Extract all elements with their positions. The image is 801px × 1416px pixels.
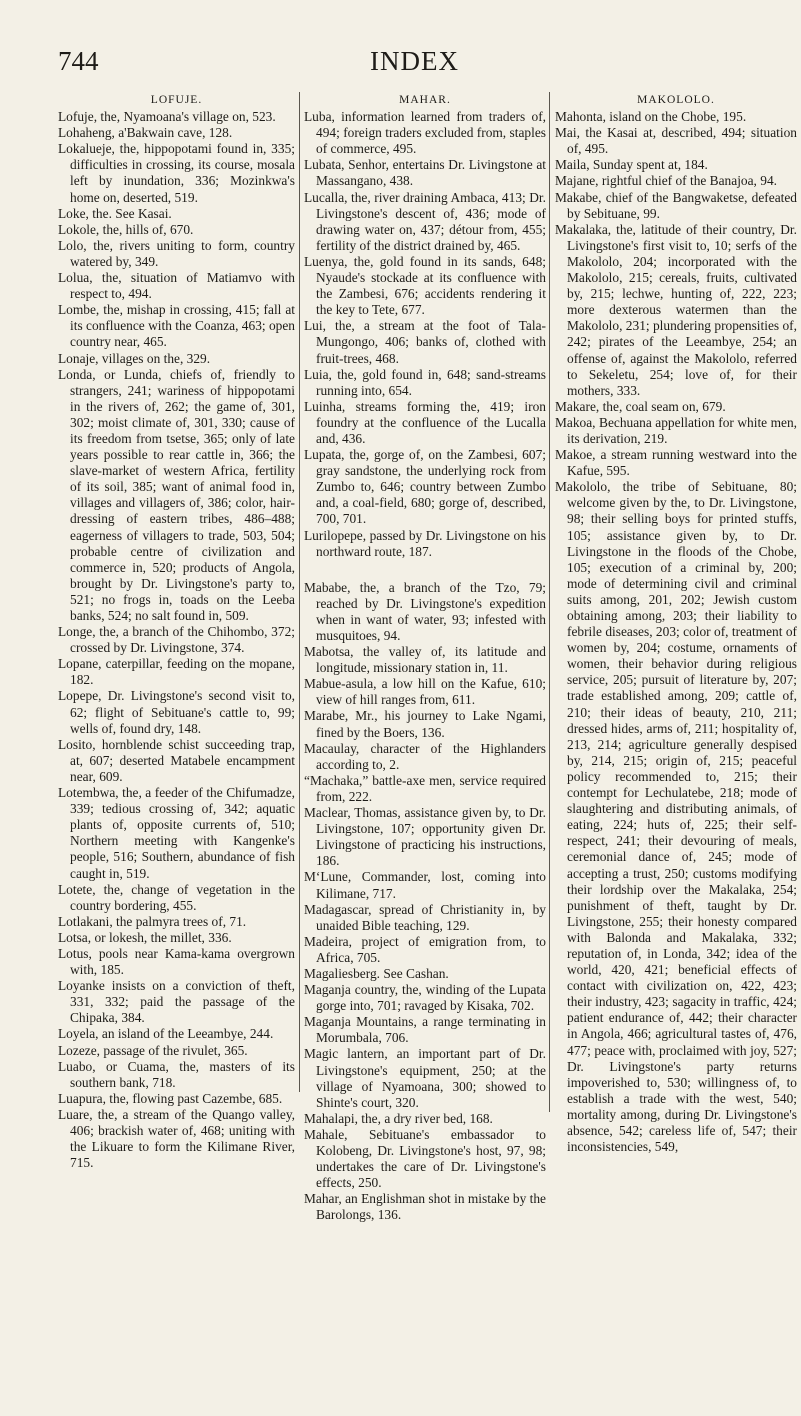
- index-entry: “Machaka,” battle-axe men, service required from, 222.: [304, 772, 546, 804]
- column-heading: MAHAR.: [399, 94, 451, 106]
- index-entry: Lubata, Senhor, entertains Dr. Livingstone at Massangano, 438.: [304, 157, 546, 189]
- index-entry: Losito, hornblende schist succeeding trap, at, 607; deserted Matabele encampment near, 609.: [58, 736, 295, 784]
- index-entry: Makoe, a stream running westward into the Kafue, 595.: [555, 447, 797, 479]
- index-entry: Loyanke insists on a conviction of theft, 331, 332; paid the passage of the Chipaka, 384.: [58, 978, 295, 1026]
- index-entry: Luabo, or Cuama, the, masters of its southern bank, 718.: [58, 1058, 295, 1090]
- column-heading: LOFUJE.: [150, 94, 203, 106]
- index-entry: Lotete, the, change of vegetation in the country bordering, 455.: [58, 881, 295, 913]
- index-entry: Lui, the, a stream at the foot of Tala-Mungongo, 406; banks of, clothed with fruit-trees, 468.: [304, 318, 546, 366]
- index-entry: Mababe, the, a branch of the Tzo, 79; reached by Dr. Livingstone's expedition when in want of water, 93; infested with musquitoes, 94.: [304, 579, 546, 643]
- index-entry: Lofuje, the, Nyamoana's village on, 523.: [58, 109, 276, 125]
- index-entry: M‘Lune, Commander, lost, coming into Kilimane, 717.: [304, 869, 546, 901]
- index-entry: Madeira, project of emigration from, to Africa, 705.: [304, 933, 546, 965]
- index-entry: Luapura, the, flowing past Cazembe, 685.: [58, 1090, 283, 1106]
- index-entry: Loyela, an island of the Leeambye, 244.: [58, 1026, 274, 1042]
- index-entry: Luia, the, gold found in, 648; sand-streams running into, 654.: [304, 366, 546, 398]
- index-entry: Makare, the, coal seam on, 679.: [555, 398, 726, 414]
- index-entry: Lotus, pools near Kama-kama overgrown with, 185.: [58, 945, 295, 978]
- index-column-3: [555, 92, 797, 1155]
- index-entry: Magaliesberg. See Cashan.: [304, 965, 449, 981]
- index-entry: Lohaheng, a'Bakwain cave, 128.: [58, 125, 233, 141]
- column-heading: MAKOLOLO.: [637, 94, 715, 106]
- column-rule: [299, 92, 300, 1092]
- index-entry: Makalaka, the, latitude of their country, Dr. Livingstone's first visit to, 10; serfs of the Makololo, 204; incorporated with the Makololo, 215; cereals, fruits, cultivated by, 215; lechwe, hunting of, 222, 223; more dexterous watermen than the Makololo, 231; plundering propensities of, 242; pirates of the Leeambye, 254; an offense of, against the Makololo, referred to Sekeletu, 254; love of, for their mothers, 333.: [555, 221, 797, 398]
- index-entry: Makabe, chief of the Bangwaketse, defeated by Sebituane, 99.: [555, 189, 797, 221]
- index-entry: Maclear, Thomas, assistance given by, to Dr. Livingstone, 107; opportunity given Dr. Livingstone of practicing his instructions, 186.: [304, 805, 546, 869]
- index-entry: Luba, information learned from traders of, 494; foreign traders excluded from, staples of commerce, 495.: [304, 109, 546, 157]
- index-entry: Luinha, streams forming the, 419; iron foundry at the confluence of the Lucalla and, 436.: [304, 398, 546, 446]
- index-entry: Mahalapi, the, a dry river bed, 168.: [304, 1110, 493, 1126]
- index-entry: Lupata, the, gorge of, on the Zambesi, 607; gray sandstone, the underlying rock from Zumbo to, 646; country between Zumbo and, a coal-field, 680; gorge of, described, 700, 701.: [304, 447, 546, 527]
- page-number: 744: [58, 46, 99, 76]
- index-entry: Loke, the. See Kasai.: [58, 205, 172, 221]
- index-entry: Marabe, Mr., his journey to Lake Ngami, fined by the Boers, 136.: [304, 708, 546, 740]
- index-entry: Lopane, caterpillar, feeding on the mopane, 182.: [58, 656, 295, 688]
- index-entry: Londa, or Lunda, chiefs of, friendly to strangers, 241; wariness of hippopotami in the rivers of, 262; the game of, 301, 302; moist climate of, 301, 330; cause of its freedom from tsetse, 365; only of late years possible to rear cattle in, 366; the slave-market of western Africa, fertility of its soil, 385; want of animal food in, villages and villagers of, 386; color, hair-dressing of eastern tribes, 486–488; eagerness of villagers to trade, 503, 504; probable centre of civilization and commerce in, 520; products of Angola, brought by Dr. Livingstone's party to, 521; no frogs in, toads on the Leeba banks, 524; no salt found in, 509.: [58, 366, 295, 623]
- index-entry: Lotlakani, the palmyra trees of, 71.: [58, 913, 247, 929]
- index-entry: Mahar, an Englishman shot in mistake by the Barolongs, 136.: [304, 1191, 546, 1223]
- index-entry: Lurilopepe, passed by Dr. Livingstone on his northward route, 187.: [304, 527, 546, 559]
- index-entry: Magic lantern, an important part of Dr. Livingstone's equipment, 250; at the village of Nyamoana, 300; showed to Shinte's court, 320.: [304, 1046, 546, 1110]
- running-head: INDEX: [370, 46, 459, 76]
- index-entry: Lucalla, the, river draining Ambaca, 413; Dr. Livingstone's descent of, 436; mode of drawing water on, 437; détour from, 455; fertility of the district drained by, 465.: [304, 189, 546, 253]
- index-entry: Maganja Mountains, a range terminating in Morumbala, 706.: [304, 1014, 546, 1046]
- index-entry: Luenya, the, gold found in its sands, 648; Nyaude's stockade at its confluence with the Zambesi, 676; accidents rendering it the key to Tete, 677.: [304, 253, 546, 318]
- index-entry: Lonaje, villages on the, 329.: [58, 350, 211, 366]
- index-entry: Lokalueje, the, hippopotami found in, 335; difficulties in crossing, its course, mosala left by inundation, 336; Mozinkwa's home on, deserted, 519.: [58, 141, 295, 205]
- index-entry: Mahonta, island on the Chobe, 195.: [555, 109, 747, 125]
- index-entry: Makololo, the tribe of Sebituane, 80; welcome given by the, to Dr. Livingstone, 98; their selling boys for printed stuffs, 105; assistance given by, to Dr. Livingstone in the floods of the Chobe, 105; execution of a criminal by, 200; mode of determining civil and criminal suits among, 201, 202; Jewish custom obtaining among, 203; their liability to febrile diseases, 203; color of, treatment of women by, 204; costume, ornaments of women, their behavior during religious service, 205; pursuit of literature by, 207; trade established among, 209; cattle of, 210; their ideas of beauty, 210, 211; dressed hides, arms of, 211; hospitality of, 213, 214; agriculture generally despised by, 214, 215; origin of, 215; peaceful policy recommended to, 215; their contempt for Lechulatebe, 218; mode of slaughtering and distributing animals, of eating, 224; huts of, 225; their self-respect, 241; their devouring of meals, ceremonial dance of, 245; mode of accepting a trust, 250; customs modifying their lordship over the Makalaka, 254; punishment of theft, taught by Dr. Livingstone, 255; their honesty compared with Balonda and Makalaka, 332; reputation of, in Londa, 342; idea of the world, 420, 421; beneficial effects of contact with civilization on, 422, 423; their industry, 423; sagacity in traffic, 424; patient endurance of, 442; their character in Angola, 466; agricultural tastes of, 476, 477; peace with, proclaimed with joy, 527; Dr. Livingstone's party returns impoverished to, 530; willingness of, to establish a trade with the west, 540; mortality among, during Dr. Livingstone's absence, 542; careless life of, 547; their inconsistencies, 549,: [555, 479, 797, 1155]
- index-entry: Madagascar, spread of Christianity in, by unaided Bible teaching, 129.: [304, 901, 546, 933]
- index-entry: Lombe, the, mishap in crossing, 415; fall at its confluence with the Coanza, 463; open country near, 465.: [58, 302, 295, 350]
- index-entry: Longe, the, a branch of the Chihombo, 372; crossed by Dr. Livingstone, 374.: [58, 624, 295, 656]
- index-entry: Lopepe, Dr. Livingstone's second visit to, 62; flight of Sebituane's cattle to, 99; wells of, found dry, 148.: [58, 688, 295, 736]
- index-entry: Lotsa, or lokesh, the millet, 336.: [58, 929, 232, 945]
- index-entry: Lozeze, passage of the rivulet, 365.: [58, 1042, 248, 1058]
- column-rule: [549, 92, 550, 1112]
- section-gap: [304, 560, 546, 580]
- index-entry: Mai, the Kasai at, described, 494; situation of, 495.: [555, 125, 797, 157]
- index-column-1: [58, 92, 295, 1171]
- index-columns: [58, 92, 800, 1412]
- index-column-2: [304, 92, 546, 1223]
- index-entry: Macaulay, character of the Highlanders according to, 2.: [304, 740, 546, 772]
- index-entry: Mabotsa, the valley of, its latitude and longitude, missionary station in, 11.: [304, 644, 546, 676]
- page-header: [58, 46, 771, 86]
- index-entry: Majane, rightful chief of the Banajoa, 94.: [555, 173, 777, 189]
- index-entry: Lolua, the, situation of Matiamvo with respect to, 494.: [58, 270, 295, 302]
- index-entry: Maila, Sunday spent at, 184.: [555, 157, 708, 173]
- index-entry: Mabue-asula, a low hill on the Kafue, 610; view of hill ranges from, 611.: [304, 676, 546, 708]
- index-entry: Lotembwa, the, a feeder of the Chifumadze, 339; tedious crossing of, 342; aquatic plants of, opposite currents of, 510; Northern meeting with Kangenke's people, 516; Southern, abundance of fish caught in, 519.: [58, 785, 295, 881]
- index-entry: Mahale, Sebituane's embassador to Kolobeng, Dr. Livingstone's host, 97, 98; undertakes the care of Dr. Livingstone's effects, 250.: [304, 1126, 546, 1191]
- index-entry: Makoa, Bechuana appellation for white men, its derivation, 219.: [555, 414, 797, 446]
- index-entry: Lokole, the, hills of, 670.: [58, 221, 194, 237]
- index-entry: Lolo, the, rivers uniting to form, country watered by, 349.: [58, 237, 295, 269]
- index-entry: Luare, the, a stream of the Quango valley, 406; brackish water of, 468; uniting with the Likuare to form the Kilimane River, 715.: [58, 1106, 295, 1171]
- index-entry: Maganja country, the, winding of the Lupata gorge into, 701; ravaged by Kisaka, 702.: [304, 982, 546, 1014]
